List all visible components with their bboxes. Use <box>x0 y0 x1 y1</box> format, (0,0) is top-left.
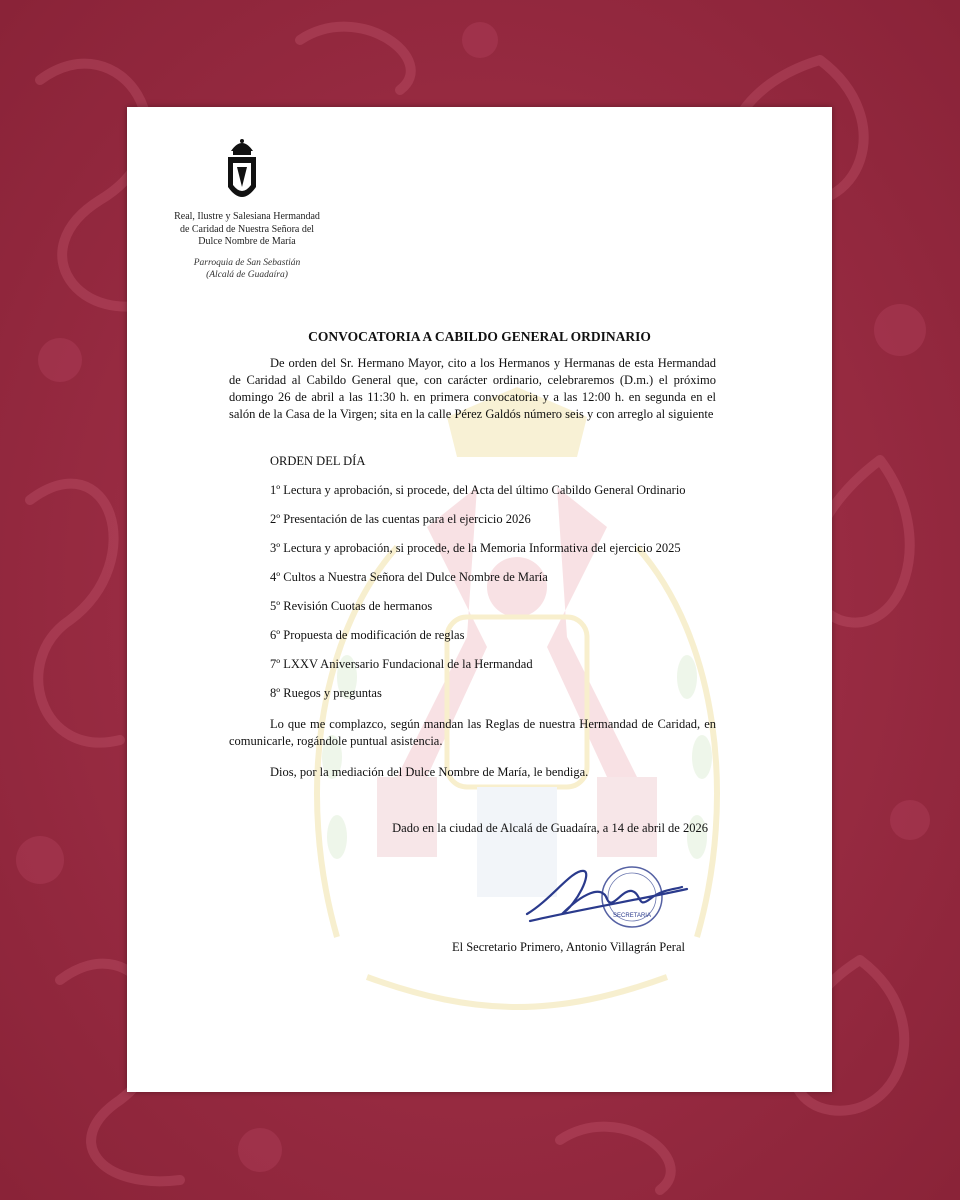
agenda-item: 5º Revisión Cuotas de hermanos <box>270 599 433 613</box>
letter-page <box>127 107 832 1092</box>
agenda-heading: ORDEN DEL DÍA <box>270 454 366 468</box>
org-name-line: Real, Ilustre y Salesiana Hermandad <box>174 211 320 222</box>
closing-paragraph: Lo que me complazco, según mandan las Reglas de nuestra Hermandad de Caridad, en comunicarle, rogándole puntual asistencia. <box>229 717 716 748</box>
agenda-item: 4º Cultos a Nuestra Señora del Dulce Nombre de María <box>270 570 548 584</box>
parish-line: Parroquia de San Sebastián <box>193 257 301 268</box>
document-title: CONVOCATORIA A CABILDO GENERAL ORDINARIO <box>308 329 651 344</box>
agenda-item: 6º Propuesta de modificación de reglas <box>270 628 465 642</box>
crest-emblem <box>225 137 259 207</box>
stamp-label: SECRETARIA <box>613 913 651 919</box>
agenda-item: 7º LXXV Aniversario Fundacional de la Hermandad <box>270 657 533 671</box>
agenda-item: 1º Lectura y aprobación, si procede, del Acta del último Cabildo General Ordinario <box>270 483 686 497</box>
parish-line: (Alcalá de Guadaíra) <box>206 269 288 280</box>
agenda-list <box>270 453 686 714</box>
signer-line: El Secretario Primero, Antonio Villagrán Peral <box>452 940 685 954</box>
blessing-line: Dios, por la mediación del Dulce Nombre de María, le bendiga. <box>270 765 589 779</box>
org-name-line: Dulce Nombre de María <box>198 236 296 247</box>
org-name-line: de Caridad de Nuestra Señora del <box>179 223 315 235</box>
parish-block <box>157 257 337 281</box>
agenda-item: 3º Lectura y aprobación, si procede, de la Memoria Informativa del ejercicio 2025 <box>270 541 681 555</box>
agenda-item: 8º Ruegos y preguntas <box>270 686 382 700</box>
intro-paragraph: De orden del Sr. Hermano Mayor, cito a los Hermanos y Hermanas de esta Hermandad de Caridad al Cabildo General que, con carácter ordinario, celebraremos (D.m.) el próximo domingo 26 de abril a las 11:30 h. en primera convocatoria y a las 12:00 h. en segunda en el salón de la Casa de la Virgen; sita en la calle Pérez Galdós número seis y con arreglo al siguiente <box>229 356 716 421</box>
agenda-item: 2º Presentación de las cuentas para el ejercicio 2026 <box>270 512 531 526</box>
date-line: Dado en la ciudad de Alcalá de Guadaíra, a 14 de abril de 2026 <box>392 821 708 835</box>
organization-header <box>157 211 337 281</box>
signature-with-stamp <box>522 859 692 934</box>
